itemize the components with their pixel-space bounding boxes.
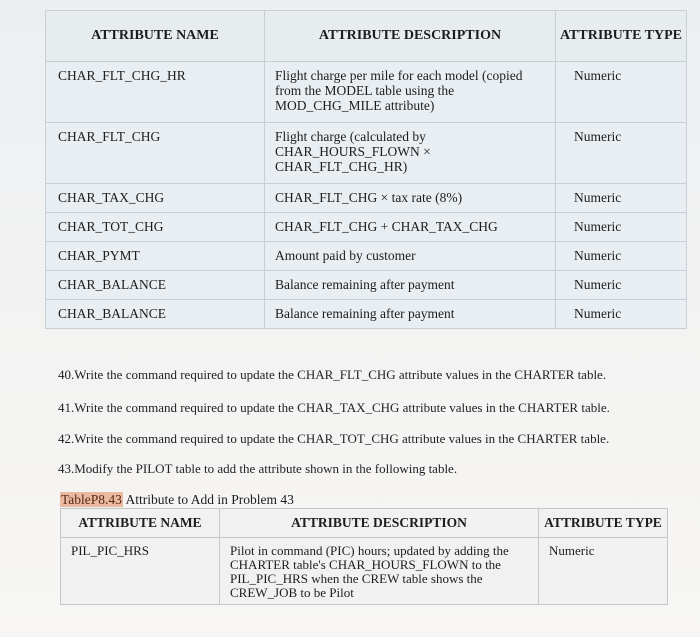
- table-row: [46, 271, 687, 300]
- attribute-description: Flight charge per mile for each model (copied from the MODEL table using the MOD_CHG_MILE attribute): [275, 68, 523, 113]
- attribute-type: Numeric: [574, 248, 622, 263]
- attribute-name: CHAR_FLT_CHG: [58, 129, 161, 144]
- table-row: [46, 300, 687, 329]
- table-row: [61, 538, 668, 605]
- attribute-description: Balance remaining after payment: [275, 306, 455, 321]
- attribute-name: CHAR_TAX_CHG: [58, 190, 165, 205]
- attribute-name: CHAR_FLT_CHG_HR: [58, 68, 186, 83]
- header-attribute-description: ATTRIBUTE DESCRIPTION: [265, 11, 556, 62]
- attribute-name: CHAR_PYMT: [58, 248, 140, 263]
- attribute-description: Amount paid by customer: [275, 248, 416, 263]
- header-attribute-description: ATTRIBUTE DESCRIPTION: [220, 509, 539, 538]
- table-header-row: [61, 509, 668, 538]
- table-row: [46, 242, 687, 271]
- table-caption-text: Attribute to Add in Problem 43: [122, 492, 294, 507]
- attribute-type: Numeric: [574, 306, 622, 321]
- attribute-to-add-table: [60, 508, 668, 605]
- question-41: 41.Write the command required to update the CHAR_TAX_CHG attribute values in the CHARTER table.: [58, 400, 610, 415]
- table-caption: [60, 492, 294, 508]
- attribute-name: PIL_PIC_HRS: [71, 543, 150, 558]
- table-row: [46, 123, 687, 184]
- attribute-type: Numeric: [574, 277, 622, 292]
- question-43: 43.Modify the PILOT table to add the attribute shown in the following table.: [58, 461, 458, 476]
- attribute-description: CHAR_FLT_CHG + CHAR_TAX_CHG: [275, 219, 498, 234]
- attribute-description: Balance remaining after payment: [275, 277, 455, 292]
- attribute-type: Numeric: [549, 543, 595, 558]
- header-attribute-name: ATTRIBUTE NAME: [46, 11, 265, 62]
- table-row: [46, 184, 687, 213]
- attribute-description: Pilot in command (PIC) hours; updated by adding the CHARTER table's CHAR_HOURS_FLOWN to the PIL_PIC_HRS when the CREW table shows the CREW_JOB to be Pilot: [230, 543, 509, 600]
- attribute-description: CHAR_FLT_CHG × tax rate (8%): [275, 190, 463, 205]
- table-row: [46, 213, 687, 242]
- table-header-row: [46, 11, 687, 62]
- table-row: [46, 62, 687, 123]
- header-attribute-type: ATTRIBUTE TYPE: [539, 509, 668, 538]
- attributes-table: [45, 10, 687, 329]
- question-42: 42.Write the command required to update the CHAR_TOT_CHG attribute values in the CHARTER table.: [58, 431, 610, 446]
- question-40: 40.Write the command required to update the CHAR_FLT_CHG attribute values in the CHARTER table.: [58, 367, 607, 382]
- attribute-type: Numeric: [574, 219, 622, 234]
- attribute-description: Flight charge (calculated by CHAR_HOURS_FLOWN × CHAR_FLT_CHG_HR): [275, 129, 431, 174]
- attribute-name: CHAR_BALANCE: [58, 277, 167, 292]
- attribute-type: Numeric: [574, 129, 622, 144]
- attribute-name: CHAR_TOT_CHG: [58, 219, 164, 234]
- header-attribute-name: ATTRIBUTE NAME: [61, 509, 220, 538]
- attribute-name: CHAR_BALANCE: [58, 306, 167, 321]
- attribute-type: Numeric: [574, 68, 622, 83]
- header-attribute-type: ATTRIBUTE TYPE: [556, 11, 687, 62]
- table-number-label: TableP8.43: [61, 492, 122, 507]
- attribute-type: Numeric: [574, 190, 622, 205]
